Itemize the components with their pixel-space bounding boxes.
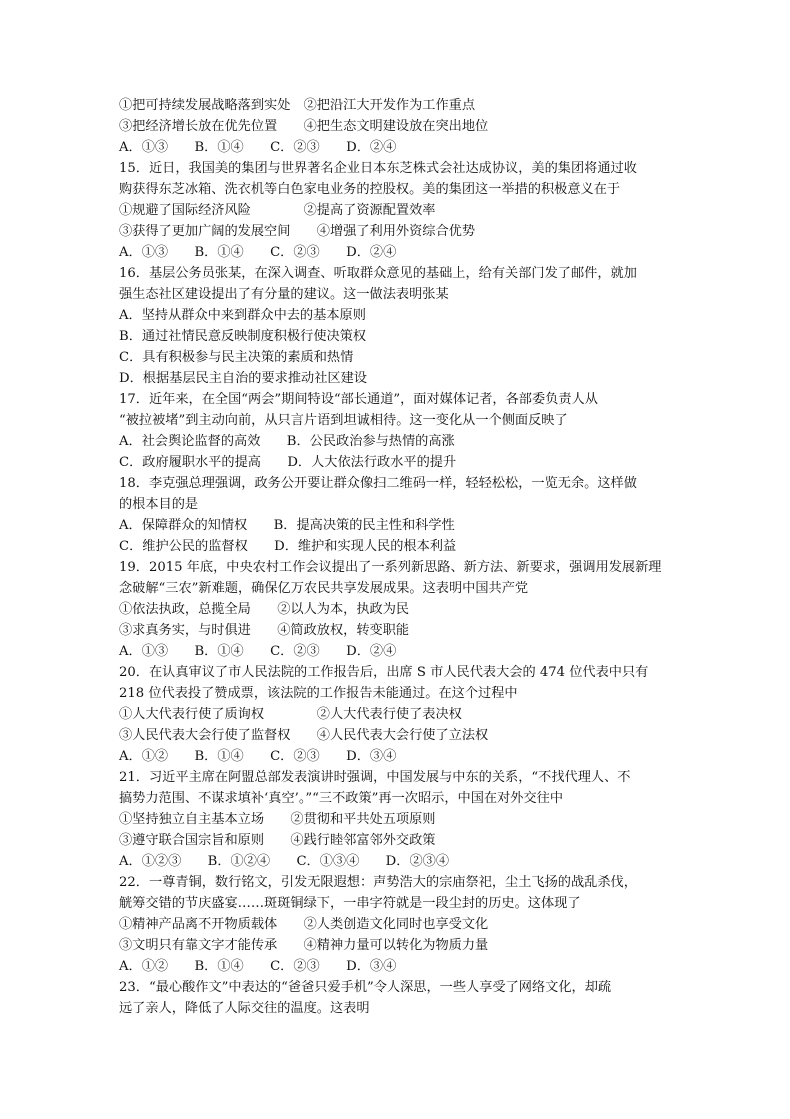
text-line: 远了亲人，降低了人际交往的温度。这表明 [119,1001,370,1016]
text-line: A．保障群众的知情权 B．提高决策的民主性和科学性 [119,518,455,533]
text-line: A．坚持从群众中来到群众中去的基本原则 [119,308,366,323]
text-line: C．具有积极参与民主决策的素质和热情 [119,350,354,365]
text-line: 23．“最心酸作文”中表达的“爸爸只爱手机”令人深思，一些人享受了网络文化，却疏 [119,980,612,995]
text-line: 21．习近平主席在阿盟总部发表演讲时强调，中国发展与中东的关系，“不找代理人、不 [119,770,631,785]
text-line: 218 位代表投了赞成票，该法院的工作报告未能通过。在这个过程中 [119,686,518,701]
text-line: ③把经济增长放在优先位置 ④把生态文明建设放在突出地位 [119,119,489,134]
text-line: A．社会舆论监督的高效 B．公民政治参与热情的高涨 [119,434,455,449]
text-line: A．①③ B．①④ C．②③ D．②④ [119,140,397,155]
text-line: ③求真务实，与时俱进 ④简政放权，转变职能 [119,623,410,638]
text-line: ③获得了更加广阔的发展空间 ④增强了利用外资综合优势 [119,224,476,239]
text-line: A．①③ B．①④ C．②③ D．②④ [119,644,397,659]
text-line: C．维护公民的监督权 D．维护和实现人民的根本利益 [119,539,457,554]
text-line: ③遵守联合国宗旨和原则 ④践行睦邻富邻外交政策 [119,833,436,848]
text-line: ③文明只有靠文字才能传承 ④精神力量可以转化为物质力量 [119,938,489,953]
text-line: ①人大代表行使了质询权 ②人大代表行使了表决权 [119,707,462,722]
text-line: D．根据基层民主自治的要求推动社区建设 [119,371,367,386]
text-line: B．通过社情民意反映制度积极行使决策权 [119,329,367,344]
text-line: ①规避了国际经济风险 ②提高了资源配置效率 [119,203,436,218]
text-line: 16．基层公务员张某，在深入调查、听取群众意见的基础上，给有关部门发了邮件，就加 [119,266,637,281]
text-line: 购获得东芝冰箱、洗衣机等白色家电业务的控股权。美的集团这一举措的积极意义在于 [119,182,621,197]
text-line: 22．一尊青铜，数行铭文，引发无限遐想：声势浩大的宗庙祭祀，尘土飞扬的战乱杀伐， [119,875,637,890]
text-line: 搞势力范围、不谋求填补‘真空’。”“三不政策”再一次昭示，中国在对外交往中 [119,791,564,806]
text-line: 18．李克强总理强调，政务公开要让群众像扫二维码一样，轻轻松松，一览无余。这样做 [119,476,637,491]
text-line: 20．在认真审议了市人民法院的工作报告后，出席 S 市人民代表大会的 474 位代表中只有 [119,665,649,680]
text-line: C．政府履职水平的提高 D．人大依法行政水平的提升 [119,455,457,470]
document-page [119,95,679,1019]
text-line: A．①②③ B．①②④ C．①③④ D．②③④ [119,854,450,869]
text-line: “被拉被堵”到主动向前，从只言片语到坦诚相待。这一变化从一个侧面反映了 [119,413,568,428]
text-line: ①依法执政，总揽全局 ②以人为本，执政为民 [119,602,410,617]
text-line: 念破解“三农”新难题，确保亿万农民共享发展成果。这表明中国共产党 [119,581,529,596]
text-line: ③人民代表大会行使了监督权 ④人民代表大会行使了立法权 [119,728,489,743]
text-line: ①坚持独立自主基本立场 ②贯彻和平共处五项原则 [119,812,436,827]
text-line: 觥筹交错的节庆盛宴……斑斑铜绿下，一串字符就是一段尘封的历史。这体现了 [119,896,581,911]
text-line: ①把可持续发展战略落到实处 ②把沿江大开发作为工作重点 [119,98,476,113]
text-line: A．①② B．①④ C．②③ D．③④ [119,959,397,974]
text-line: 19．2015 年底，中央农村工作会议提出了一系列新思路、新方法、新要求，强调用发展新理 [119,560,662,575]
text-line: 17．近年来，在全国“两会”期间特设“部长通道”，面对媒体记者，各部委负责人从 [119,392,598,407]
text-line: A．①② B．①④ C．②③ D．③④ [119,749,397,764]
text-line: 强生态社区建设提出了有分量的建议。这一做法表明张某 [119,287,449,302]
text-line: ①精神产品离不开物质载体 ②人类创造文化同时也享受文化 [119,917,489,932]
text-line: 15．近日，我国美的集团与世界著名企业日本东芝株式会社达成协议，美的集团将通过收 [119,161,637,176]
text-line: 的根本目的是 [119,497,199,512]
text-line: A．①③ B．①④ C．②③ D．②④ [119,245,397,260]
